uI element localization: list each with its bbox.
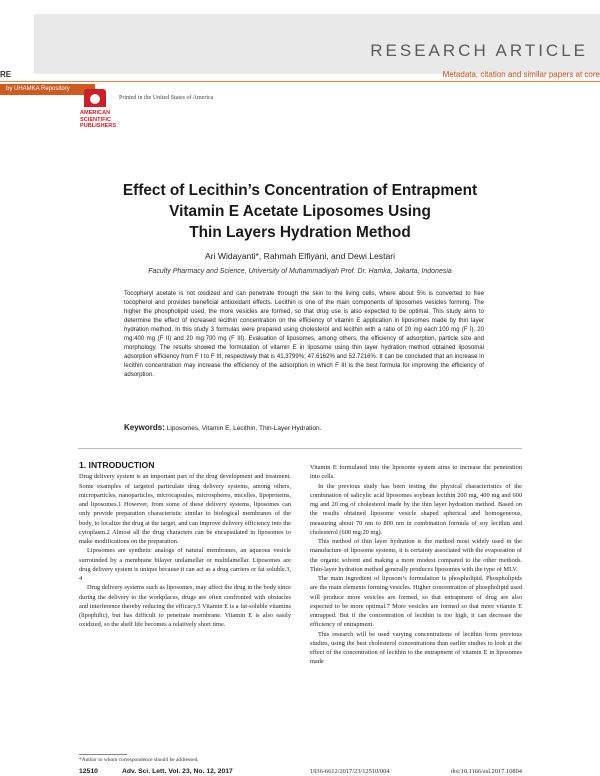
title-line: Vitamin E Acetate Liposomes Using [169, 203, 431, 220]
printed-note: Printed in the United States of America [119, 95, 214, 101]
paragraph: Vitamin E formulated into the liposome system aims to increase the penetration into cells. [310, 464, 522, 481]
doi: doi:10.1166/asl.2017.10804 [450, 768, 522, 775]
body-column-left [79, 461, 291, 630]
page-number: 12510 [79, 768, 98, 775]
author-list: Ari Widayanti*, Rahmah Elfiyani, and Dewi Lestari [204, 251, 396, 261]
journal-citation: Adv. Sci. Lett. Vol. 23, No. 12, 2017 [122, 768, 233, 775]
repository-link[interactable]: by UHAMKA Repository [0, 84, 95, 95]
publisher-name: AMERICAN SCIENTIFIC PUBLISHERS [80, 110, 117, 130]
header-banner [34, 14, 600, 74]
paragraph: Liposomes are synthetic analogs of natural membranes, an aqueous vesicle surrounded by a membrane bilayer unilamellar or multilamellar. Liposomes are drug delivery system is unique because it can act as a drug carriers or fat soluble.3, 4 [79, 547, 291, 582]
keywords-label: Keywords: [124, 423, 165, 432]
article-title [60, 180, 540, 243]
footnote-divider [79, 754, 127, 755]
section-divider [78, 448, 522, 449]
footnote: *Author to whom correspondence should be addressed. [79, 757, 199, 763]
keywords-line [124, 423, 484, 432]
paragraph: Drug delivery systems such as liposomes, may affect the drug in the body since during the delivery to the workplaces, drugs are often confronted with obstacles and interference thereby reducing the efficacy.5 Vitamin E is a fat-soluble vitamins (lipophilic), but has difficult to penetrate membrane. Vitamin E is also easily oxidized, so the shelf life becomes a relatively short time. [79, 584, 291, 629]
issn: 1936-6612/2017/23/12510/004 [310, 768, 390, 775]
body-column-right [310, 463, 522, 667]
header-divider [0, 81, 600, 82]
title-line: Thin Layers Hydration Method [189, 224, 411, 241]
article-type-label: RESEARCH ARTICLE [370, 41, 588, 60]
keywords-text: Liposomes, Vitamin E, Lecithin, Thin-Layer Hydration. [166, 425, 322, 432]
paragraph: The main ingredient of liposom’s formulation is phospholipid. Phospholipids are the main elements forming vesicles. Higher concentration of phospholipid used will produce more vesicles are formed, so that entrapment of drug are also expected to be more optimal.7 More vesicles are formed so that more vitamin E entrapped. But if the concentration of lecithin is too high, it can decrease the efficiency of entrapment. [310, 575, 522, 629]
paragraph: In the previous study has been testing the physical characteristics of the combination of salicylic acid liposomes soybean lecithin 200 mg, 400 mg and 600 mg and 20 mg of cholesterol made by the thin layer hydration method. Based on the results obtained liposome vesicle shaped spherical and homogeneous, measuring about 70 nm to 800 nm in combination formula of soy lecithin and cholesterol (600 mg:20 mg). [310, 482, 522, 536]
paragraph: This method of thin layer hydration is the method most widely used in the manufacture of liposome systems, it is certainty associated with the evaporation of the organic solvent and making a more modest compared to the other methods. Thin-layer hydration method generally produces liposomes with the type of MLV. [310, 538, 522, 573]
paragraph: Drug delivery system is an important part of the drug development and treatment. Some examples of targeted particulate drug delivery systems, among others, microparticles, nanoparticles, microcapsules, microspheres, micelles, lipoproteins, and liposomes.1 However, from some of these delivery systems, liposomes can only provide preparation characteristic similar to biological membranes of the body, to localize the drug at the target, and can improve delivery efficiency into the cytoplasm.2 Almost all the drug characters can be encapsulated in liposomes to make modifications on the preparation. [79, 473, 291, 545]
abstract: Tocopheryl acetate is not oxidized and can penetrate through the skin to the living cells, where about 5% is converted to free tocopherol and provides beneficial antioxidant effects. Lecithin is one of the main components of liposomes vesicles forming. The higher the phospholipid used, the more vesicles are formed, so that drug use is also expected to be optimal. This study aims to determine the effect of increased lecithin concentration on the efficiency of vitamin E application in liposomes made by thin layer hydration method. In this study 3 formulas were prepared using cholesterol and lecithin with a ratio of 20 mg each:100 mg (F I), 20 mg:400 mg (F II) and 20 mg:700 mg (F III). Evaluation of liposomes, among others, the efficiency of adsorption, particle size and morphology. The results showed the formulation of vitamin E in liposome using thin layer hydration method obtained liposomal adsorption efficiency from F I to F III, respectively that is 41,3799%; 47.6162% and 52.7216%. It can be concluded that an increase in lecithin concentration may increase the efficiency of the adsorption in which F III is the best formula for improving the efficiency of adsorption. [124, 291, 484, 378]
publisher-logo-icon [84, 89, 106, 107]
title-line: Effect of Lecithin’s Concentration of Entrapment [122, 182, 478, 199]
paragraph: This research will be used varying concentrations of lecithin from previous studies, using the best cholesterol concentrations than earlier studies to look at the effect of the concentration of lecithin to the entrapment of vitamin E in liposomes made [310, 630, 522, 666]
affiliation: Faculty Pharmacy and Science, University of Muhammadiyah Prof. Dr. Hamka, Jakarta, Indonesia [148, 268, 452, 275]
section-heading: 1. INTRODUCTION [79, 460, 155, 470]
metadata-link[interactable]: Metadata, citation and similar papers at core [442, 70, 600, 79]
core-logo-fragment: RE [0, 70, 12, 79]
